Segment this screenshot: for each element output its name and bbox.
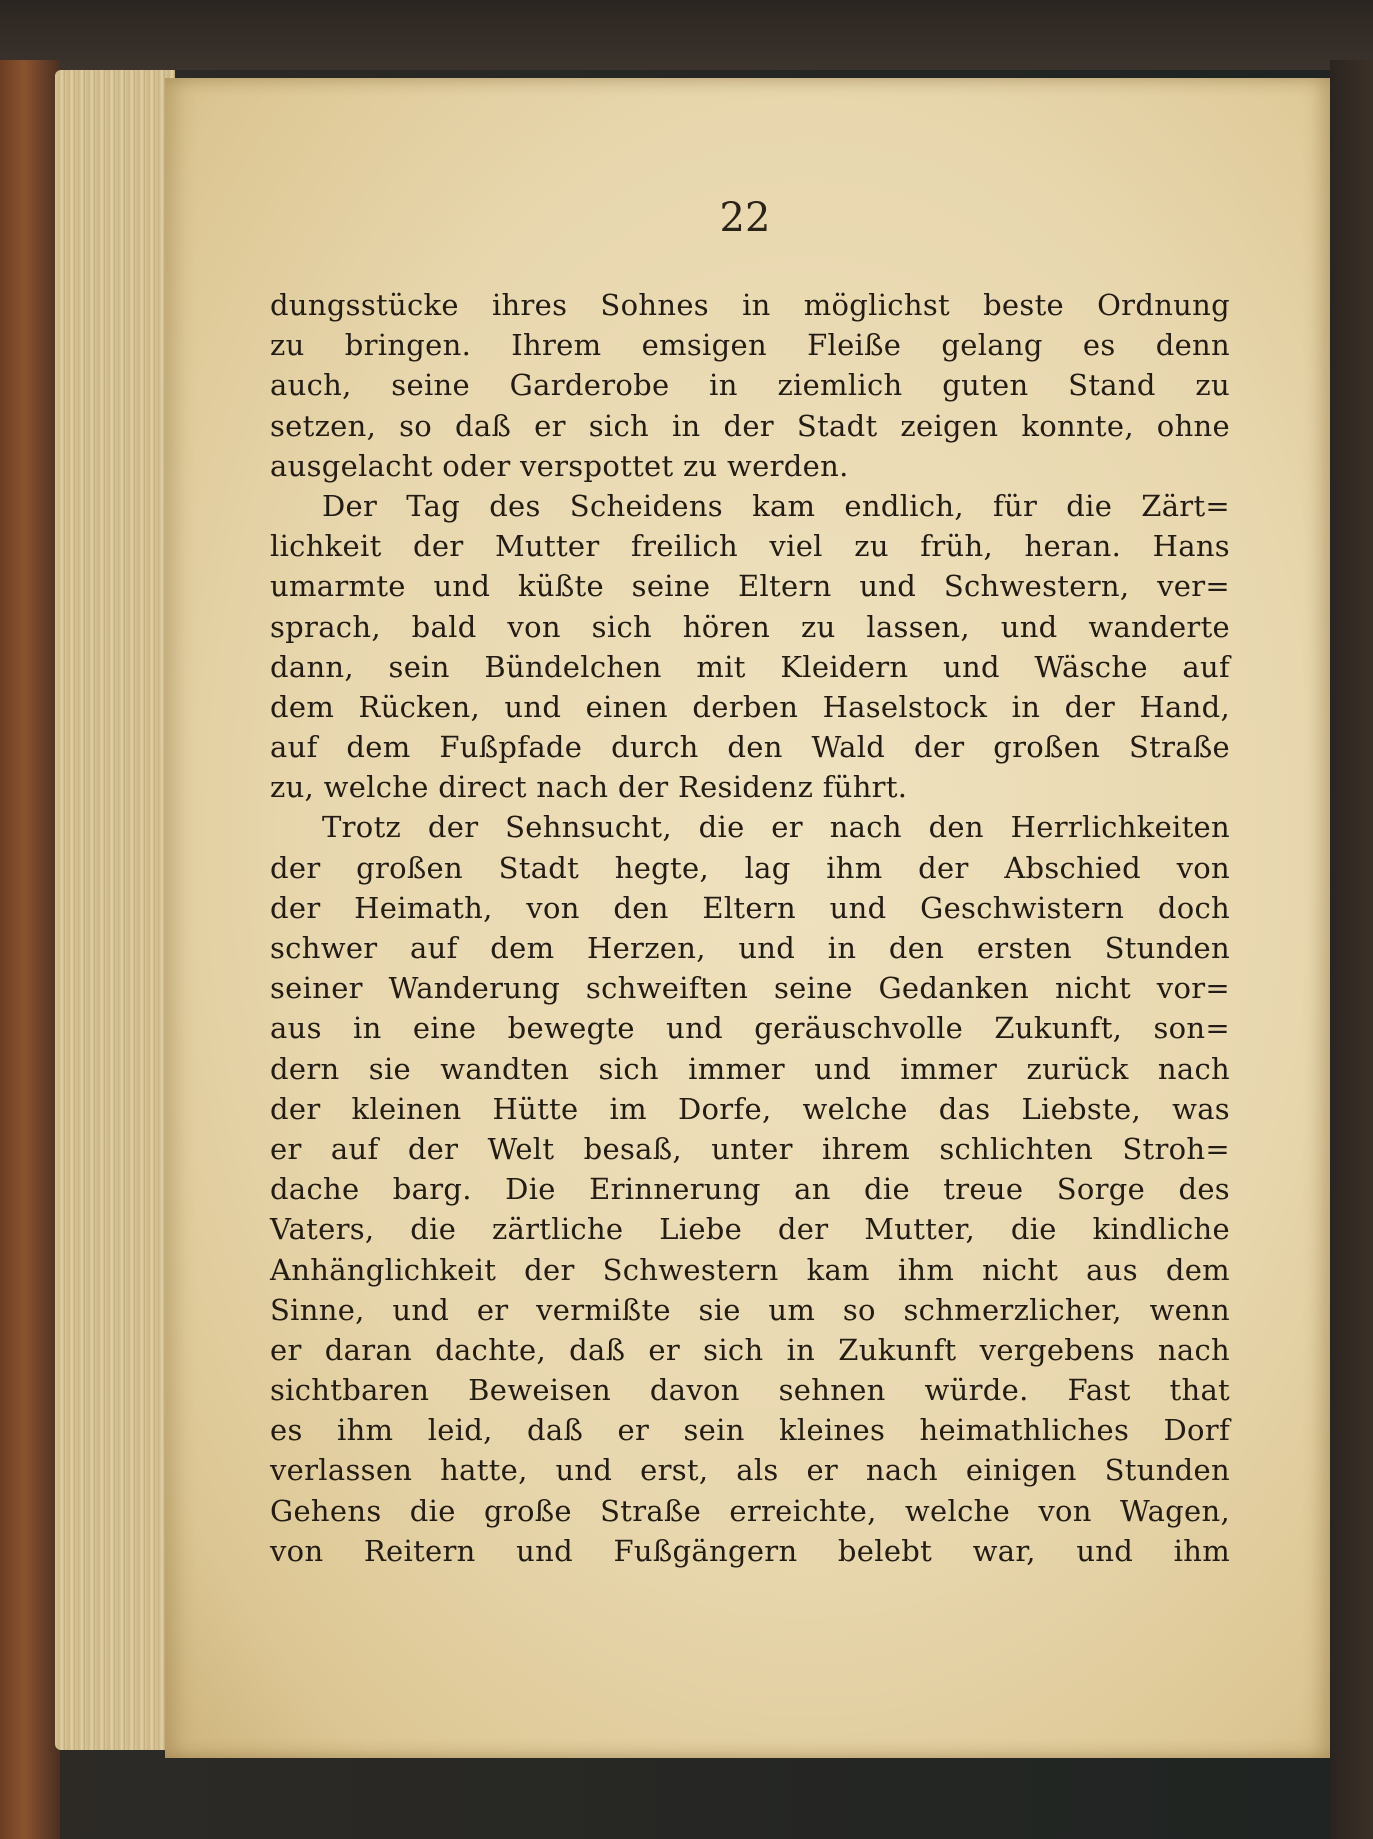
text-line: zu bringen. Ihrem emsigen Fleiße gelang es denn [270,328,1230,363]
text-line: er auf der Welt besaß, unter ihrem schlichten Stroh= [270,1131,1230,1166]
text-line: dern sie wandten sich immer und immer zurück nach [270,1051,1230,1086]
text-line: Vaters, die zärtliche Liebe der Mutter, die kindliche [270,1212,1230,1247]
text-line: Der Tag des Scheidens kam endlich, für die Zärt= [322,488,1230,523]
text-line: auch, seine Garderobe in ziemlich guten Stand zu [270,368,1230,403]
text-line: der großen Stadt hegte, lag ihm der Abschied von [270,850,1230,885]
text-line: auf dem Fußpfade durch den Wald der großen Straße [270,730,1230,765]
text-line: von Reitern und Fußgängern belebt war, und ihm [270,1533,1230,1568]
text-line: Sinne, und er vermißte sie um so schmerzlicher, wenn [270,1292,1230,1327]
text-line: zu, welche direct nach der Residenz führt. [270,770,908,805]
text-line: es ihm leid, daß er sein kleines heimathliches Dorf [270,1413,1230,1448]
text-line: der Heimath, von den Eltern und Geschwistern doch [270,890,1230,925]
text-line: verlassen hatte, und erst, als er nach einigen Stunden [270,1453,1230,1488]
text-line: er daran dachte, daß er sich in Zukunft vergebens nach [270,1332,1230,1367]
text-line: Anhänglichkeit der Schwestern kam ihm nicht aus dem [270,1252,1230,1287]
text-line: lichkeit der Mutter freilich viel zu früh, heran. Hans [270,529,1230,564]
text-line: aus in eine bewegte und geräuschvolle Zukunft, son= [270,1011,1230,1046]
book-cover-top [0,0,1373,70]
body-text [270,285,1230,1571]
page-edges [55,70,175,1750]
text-line: sichtbaren Beweisen davon sehnen würde. Fast that [270,1373,1230,1408]
text-line: dungsstücke ihres Sohnes in möglichst beste Ordnung [270,288,1230,322]
text-line: Gehens die große Straße erreichte, welche von Wagen, [270,1493,1230,1528]
text-line: dann, sein Bündelchen mit Kleidern und Wäsche auf [270,649,1230,684]
text-line: seiner Wanderung schweiften seine Gedanken nicht vor= [270,971,1230,1006]
text-line: dem Rücken, und einen derben Haselstock in der Hand, [270,689,1230,724]
text-line: sprach, bald von sich hören zu lassen, und wanderte [270,609,1230,644]
text-line: setzen, so daß er sich in der Stadt zeigen konnte, ohne [270,408,1230,443]
page-number: 22 [719,195,771,241]
text-line: dache barg. Die Erinnerung an die treue Sorge des [270,1172,1230,1207]
text-line: umarmte und küßte seine Eltern und Schwestern, ver= [270,569,1230,604]
text-line: ausgelacht oder verspottet zu werden. [270,448,849,483]
text-line: der kleinen Hütte im Dorfe, welche das Liebste, was [270,1091,1230,1126]
book-cover-right [1330,60,1373,1839]
book-cover-left [0,60,60,1839]
text-line: schwer auf dem Herzen, und in den ersten Stunden [270,931,1230,965]
text-line: Trotz der Sehnsucht, die er nach den Herrlichkeiten [322,810,1230,845]
